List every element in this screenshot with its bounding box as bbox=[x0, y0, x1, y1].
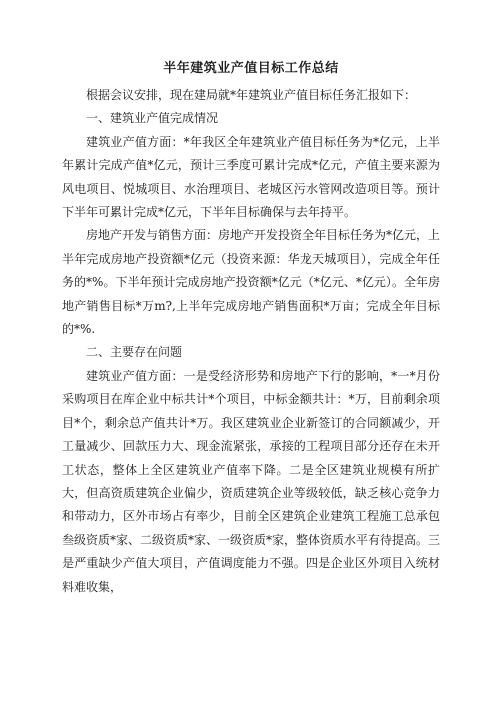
section-heading-1: 一、建筑业产值完成情况 bbox=[86, 111, 219, 126]
intro-paragraph: 根据会议安排，现在建局就*年建筑业产值目标任务汇报如下： bbox=[86, 88, 417, 102]
document-page bbox=[62, 60, 440, 599]
real-estate-paragraph: 房地产开发与销售方面：房地产开发投资全年目标任务为*亿元，上半年完成房地产投资额*亿元（投资来源：华龙天城项目），完成全年任务的*%。下半年预计完成房地产投资额*亿元（*亿元、*亿元）。全年房地产销售目标*万m?,上半年完成房地产销售面积*万亩；完成全年目标的*%. bbox=[62, 228, 441, 337]
section-heading-2: 二、主要存在问题 bbox=[86, 345, 183, 360]
problems-paragraph: 建筑业产值方面：一是受经济形势和房地产下行的影响，*一*月份采购项目在库企业中标共计*个项目，中标金额共计：*万，目前剩余项目*个，剩余总产值共计*万。我区建筑业企业新签订的合同额减少，开工量减少、回款压力大、现金流紧张，承接的工程项目部分还存在未开工状态，整体上全区建筑业产值率下降。二是全区建筑业规模有所扩大，但高资质建筑企业偏少，资质建筑企业等级较低，缺乏核心竞争力和带动力，区外市场占有率少，目前全区建筑企业建筑工程施工总承包叁级资质*家、二级资质*家、一级资质*家，整体资质水平有待提高。三是严重缺少产值大项目，产值调度能力不强。四是企业区外项目入统材料难收集， bbox=[62, 368, 441, 594]
document-title: 半年建筑业产值目标工作总结 bbox=[163, 61, 339, 76]
construction-output-paragraph: 建筑业产值方面：*年我区全年建筑业产值目标任务为*亿元，上半年累计完成产值*亿元，预计三季度可累计完成*亿元，产值主要来源为风电项目、悦城项目、水治理项目、老城区污水管网改造项目等。预计下半年可累计完成*亿元，下半年目标确保与去年持平。 bbox=[62, 134, 440, 220]
